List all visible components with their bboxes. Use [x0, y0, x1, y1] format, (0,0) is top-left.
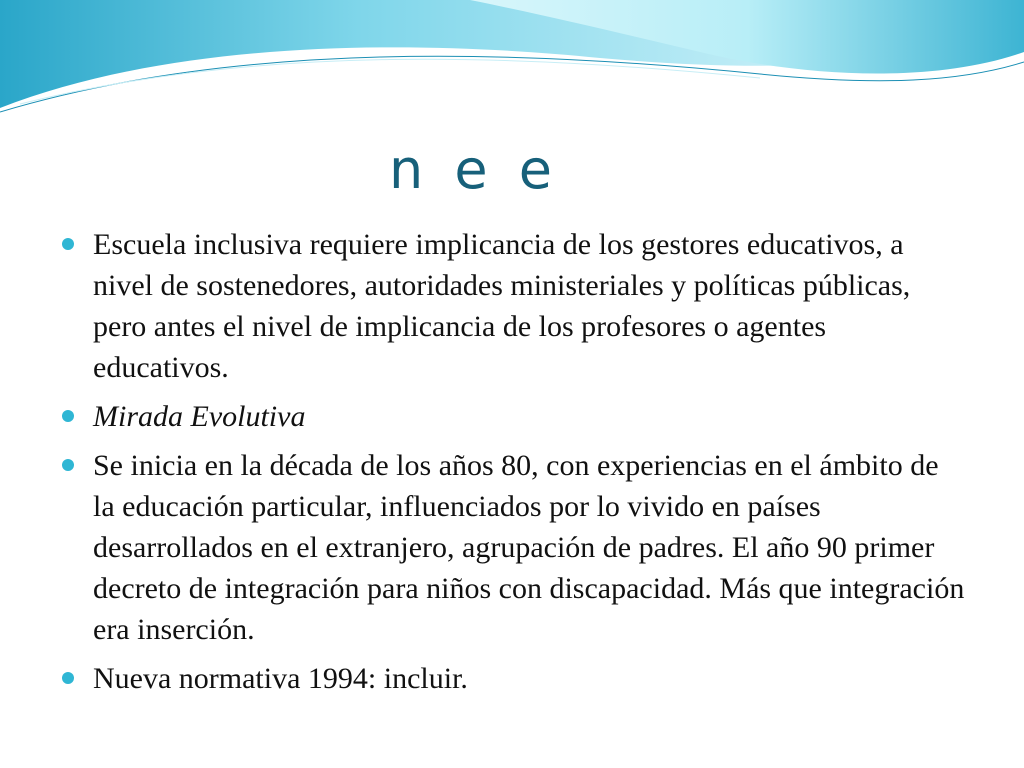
bullet-dot-icon	[62, 672, 74, 684]
bullet-dot-icon	[62, 238, 74, 250]
header-wave-decoration	[0, 0, 1024, 120]
bullet-dot-icon	[62, 410, 74, 422]
bullet-item	[62, 224, 967, 388]
bullet-item	[62, 396, 967, 437]
bullet-item	[62, 658, 967, 699]
bullet-text: Se inicia en la década de los años 80, con experiencias en el ámbito de la educación particular, influenciados por lo vivido en países desarrollados en el extranjero, agrupación de padres. El año 90 primer decreto de integración para niños con discapacidad. Más que integración era inserción.	[93, 449, 965, 646]
bullet-item	[62, 445, 967, 650]
bullet-text: Escuela inclusiva requiere implicancia de los gestores educativos, a nivel de sostenedores, autoridades ministeriales y políticas públicas, pero antes el nivel de implicancia de los profesores o agentes educativos.	[93, 228, 911, 384]
slide-title: n e e	[389, 138, 559, 201]
bullet-text: Nueva normativa 1994: incluir.	[93, 662, 468, 695]
bullet-dot-icon	[62, 459, 74, 471]
bullet-list	[62, 224, 967, 707]
bullet-text: Mirada Evolutiva	[93, 400, 306, 433]
